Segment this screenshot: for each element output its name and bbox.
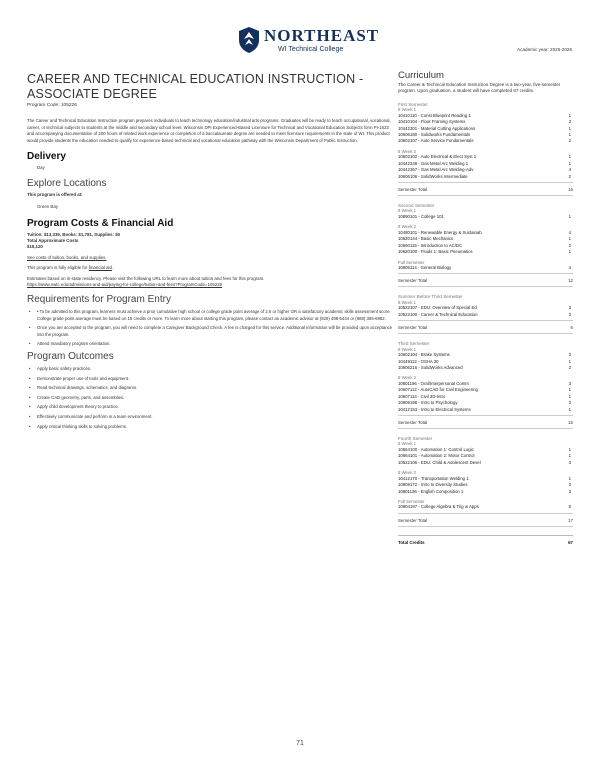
course-title: 10606180 - Solidworks Fundamentals — [398, 132, 471, 138]
requirements-heading: Requirements for Program Entry — [27, 294, 171, 306]
course-title: 10602104 - Brake Systems — [398, 352, 450, 358]
course-title: 10804197 - College Algebra & Trig w Apps — [398, 504, 479, 510]
course-title: 10801196 - Oral/Interpersonal Comm — [398, 380, 469, 386]
semester-total-value: 6 — [570, 325, 573, 331]
semester-list — [398, 102, 573, 527]
course-credits: 3 — [568, 459, 571, 465]
semester-section — [398, 102, 573, 196]
semester-name: Fourth Semester — [398, 435, 433, 441]
college-logo — [228, 24, 388, 60]
course-credits: 1 — [568, 112, 571, 118]
locations-intro: This program is offered at: — [27, 191, 83, 197]
term-name: 8 Week 1 — [398, 346, 417, 352]
list-item: • Apply basic safety practices. — [37, 366, 395, 372]
term-name: Full Semester — [398, 498, 425, 504]
course-title: 10602102 - Auto Electrical & Elect Syst 1 — [398, 154, 477, 160]
course-credits: 4 — [568, 167, 571, 173]
requirements-list — [27, 309, 395, 347]
term-block — [398, 149, 573, 180]
semester-total-value: 17 — [568, 517, 573, 523]
semester-total-row — [398, 513, 573, 527]
term-name: 8 Week 1 — [398, 441, 417, 447]
semester-section — [398, 203, 573, 287]
course-row — [398, 504, 573, 510]
tuition-line: Tuition: $13,339, Books: $1,781, Supplies: $0 — [27, 231, 121, 237]
course-title: 10806114 - General Biology — [398, 265, 452, 270]
course-row — [398, 174, 573, 180]
semester-total-row — [398, 273, 573, 287]
term-name: 8 Week 2 — [398, 375, 417, 381]
course-title: 10449112 - OSHA 30 — [398, 358, 439, 364]
course-title: 10801136 - English Composition 1 — [398, 488, 464, 494]
list-item: • Attend mandatory program orientation. — [37, 341, 395, 347]
course-credits: 1 — [568, 249, 571, 255]
course-credits: 1 — [568, 132, 571, 138]
course-row — [398, 407, 573, 413]
page-number: 71 — [296, 740, 304, 747]
course-credits: 2 — [568, 138, 571, 144]
aid-prefix: This program is fully eligible for — [27, 265, 89, 271]
course-title: 10660115 - Introduction to AC/DC — [398, 242, 463, 248]
total-costs-label: Total Approximate Costs — [27, 238, 79, 243]
course-title: 10809198 - Intro to Psychology — [398, 400, 458, 406]
term-block — [398, 470, 573, 495]
term-name: 8 Week 2 — [398, 224, 417, 230]
course-row — [398, 138, 573, 144]
course-title: 10410110 - Const Blueprint Reading 1 — [398, 112, 471, 118]
course-credits: 4 — [568, 229, 571, 235]
delivery-heading: Delivery — [27, 151, 66, 163]
semester-total-label: Semester Total — [398, 517, 428, 523]
course-title: 10412170 - Transportation Welding 1 — [398, 475, 469, 481]
financial-aid-text — [27, 265, 395, 271]
outcomes-list — [27, 366, 395, 430]
term-block — [398, 300, 573, 318]
course-credits: 3 — [568, 380, 571, 386]
location-value: Green Bay — [37, 204, 58, 210]
course-title: 10442348 - Gas Metal Arc Welding 1 — [398, 160, 469, 166]
course-credits: 1 — [568, 213, 571, 219]
term-block — [398, 260, 573, 272]
semester-name: First Semester — [398, 101, 428, 107]
list-item: • Create CAD geometry, parts, and assemblies. — [37, 395, 395, 401]
course-credits: 3 — [568, 311, 571, 317]
term-block — [398, 347, 573, 372]
course-title: 10522100 - Career & Technical Education — [398, 311, 478, 317]
course-credits: 2 — [568, 365, 571, 371]
academic-year: Academic year: 2025-2026 — [517, 47, 572, 52]
semester-name: Third Semester — [398, 341, 430, 347]
course-credits: 1 — [568, 387, 571, 393]
list-item: • Read technical drawings, schematics, and diagrams. — [37, 385, 395, 391]
grand-total-label: Total Credits — [398, 539, 425, 545]
program-description: The Career and Technical Education Instruction program prepares individuals to teach technology education/industrial arts programs. Graduates will be ready to teach occupational, vocational, career, or technical subjects to students at the middle and secondary school level. Wisconsin DPI Experienced-Based Licensure for Technical and Vocational Education Subjects form PI-1623 and accompanying documentation of 200 hours of related work experience or completion of a baccalaureate degree are needed to meet licensure requirements in the state of WI. This product would provide students the education needed to qualify for experience-based technical and vocational education pathway with the Wisconsin Department of Public Instruction. — [27, 118, 391, 143]
course-credits: 1 — [568, 358, 571, 364]
term-name: 8 Week 2 — [398, 148, 417, 154]
delivery-value: Day — [37, 165, 45, 171]
term-block — [398, 499, 573, 511]
course-credits: 1 — [568, 154, 571, 160]
course-title: 10412153 - Intro to Electrical Systems — [398, 406, 471, 412]
course-row — [398, 489, 573, 495]
semester-total-row — [398, 182, 573, 196]
semester-total-label: Semester Total — [398, 325, 428, 331]
semester-total-value: 15 — [568, 419, 573, 425]
course-credits: 1 — [568, 453, 571, 459]
course-credits: 1 — [568, 160, 571, 166]
term-name: 8 Week 1 — [398, 107, 417, 113]
list-item: • Apply child development theory to practice. — [37, 404, 395, 410]
semester-name: Second Semester — [398, 202, 435, 208]
course-credits: 1 — [568, 393, 571, 399]
locations-heading: Explore Locations — [27, 177, 107, 189]
list-item: • Once you are accepted to the program, you will need to complete a Caregiver Background Check. A fee is charged for this service. Additional information will be provided upon acceptance into the program. — [37, 325, 395, 338]
course-credits: 3 — [568, 482, 571, 488]
curriculum-panel — [398, 70, 573, 546]
logo-subtitle: WI Technical College — [278, 46, 344, 53]
course-row — [398, 265, 573, 271]
course-title: 10606106 - SolidWorks Intermediate — [398, 173, 468, 179]
course-credits: 3 — [568, 352, 571, 358]
list-item: • Effectively communicate and perform in a team environment. — [37, 414, 395, 420]
semester-total-row — [398, 320, 573, 334]
course-title: 10480101 - Renewable Energy & Sustainab — [398, 229, 482, 235]
costs-heading: Program Costs & Financial Aid — [27, 217, 174, 229]
financial-aid-link[interactable]: financial aid — [88, 265, 112, 271]
course-title: 10410104 - Floor Framing Systems — [398, 119, 466, 125]
course-row — [398, 214, 573, 220]
term-block — [398, 224, 573, 255]
course-title: 10442367 - Gas Metal Arc Welding-Adv — [398, 167, 474, 173]
total-costs-value: $15,120 — [27, 244, 43, 250]
course-title: 10522106 - EDU: Child & Adolescent Devel — [398, 459, 481, 465]
list-item: • • To be admitted to this program, learners must achieve a prior cumulative high school or college grade point average of 2.6 or higher OR a satisfactory academic skills assessment score. College grade point average must be based on 15 credits or more. To learn more about starting this program, please contact an academic advisor at (920) 498-5444 or (888) 385-6982. — [37, 309, 395, 322]
semester-section — [398, 436, 573, 527]
list-item: • Demonstrate proper use of tools and equipment. — [37, 376, 395, 382]
course-credits: 1 — [568, 236, 571, 242]
course-title: 10890101 - College 101 — [398, 213, 444, 219]
aid-suffix: . — [111, 265, 114, 271]
course-credits: 3 — [568, 305, 571, 311]
term-block — [398, 208, 573, 220]
term-block — [398, 375, 573, 413]
course-credits: 2 — [568, 242, 571, 248]
course-title: 10607114 - Civil 3D-Intro — [398, 393, 446, 399]
program-details — [27, 72, 395, 433]
grand-total-value: 67 — [568, 539, 573, 545]
list-item: • Apply critical thinking skills to solving problems. — [37, 424, 395, 430]
term-name: Full Semester — [398, 259, 425, 265]
course-credits: 1 — [568, 475, 571, 481]
shield-icon — [238, 26, 260, 54]
term-name: 8 Week 1 — [398, 299, 417, 305]
semester-total-value: 16 — [568, 186, 573, 192]
course-credits: 5 — [568, 504, 571, 510]
course-title: 10809172 - Intro to Diversity Studies — [398, 482, 468, 488]
tuition-url-link[interactable]: https://www.nwtc.edu/admissions-and-aid/paying-for-college/tuition-and-fees?ProgramCode=105226 — [27, 282, 223, 288]
program-code: Program Code: 105226 — [27, 103, 77, 108]
semester-total-label: Semester Total — [398, 419, 428, 425]
course-title: 10606216 - SolidWorks Advanced — [398, 365, 463, 371]
term-block — [398, 441, 573, 466]
course-credits: 1 — [568, 406, 571, 412]
semester-total-label: Semester Total — [398, 186, 428, 192]
semester-total-label: Semester Total — [398, 278, 428, 284]
page-title: CAREER AND TECHNICAL EDUCATION INSTRUCTION - ASSOCIATE DEGREE — [27, 72, 364, 101]
course-credits: 3 — [568, 488, 571, 494]
logo-name: NORTHEAST — [264, 26, 380, 45]
course-credits: 1 — [568, 125, 571, 131]
course-credits: 3 — [568, 119, 571, 125]
curriculum-intro: The Career & Technical Education Instruction Degree is a two-year, five-semester program. Upon graduation, a student will have completed 67 credits. — [398, 82, 561, 94]
course-credits: 2 — [568, 173, 571, 179]
term-name: 8 Week 2 — [398, 470, 417, 476]
semester-total-value: 12 — [568, 278, 573, 284]
course-row — [398, 249, 573, 255]
course-title: 10442301 - Material Cutting Applications — [398, 125, 476, 131]
course-credits: 3 — [568, 400, 571, 406]
term-block — [398, 107, 573, 145]
course-title: 10620100 - Fluids 1: Basic Pneumatics — [398, 249, 473, 255]
course-row — [398, 460, 573, 466]
outcomes-heading: Program Outcomes — [27, 351, 114, 363]
course-row — [398, 365, 573, 371]
course-title: 10607112 - AutoCAD for Civil Engineering — [398, 387, 478, 393]
course-title: 10522107 - EDU: Overview of Special Ed — [398, 305, 477, 311]
semester-section — [398, 341, 573, 429]
costs-link[interactable]: See costs of tuition, books, and supplies. — [27, 254, 107, 260]
course-title: 10664101 - Automation 2: Motor Control — [398, 453, 475, 459]
course-credits: 4 — [568, 265, 571, 270]
course-title: 10602107 - Auto Service Fundamentals — [398, 138, 474, 144]
semester-section — [398, 294, 573, 334]
semester-total-row — [398, 415, 573, 429]
term-name: 8 Week 1 — [398, 208, 417, 214]
course-credits: 1 — [568, 446, 571, 452]
grand-total-row — [398, 535, 573, 546]
course-title: 10664100 - Automation 1: Control Logic — [398, 446, 474, 452]
semester-name: Summer Before Third Semester — [398, 294, 463, 300]
estimates-text: Estimates based on in-state residency. Please visit the following URL to learn more about tuition and fees for this program. — [27, 275, 265, 281]
course-title: 10620144 - Basic Mechanics — [398, 236, 454, 242]
curriculum-heading: Curriculum — [398, 70, 444, 81]
course-row — [398, 312, 573, 318]
